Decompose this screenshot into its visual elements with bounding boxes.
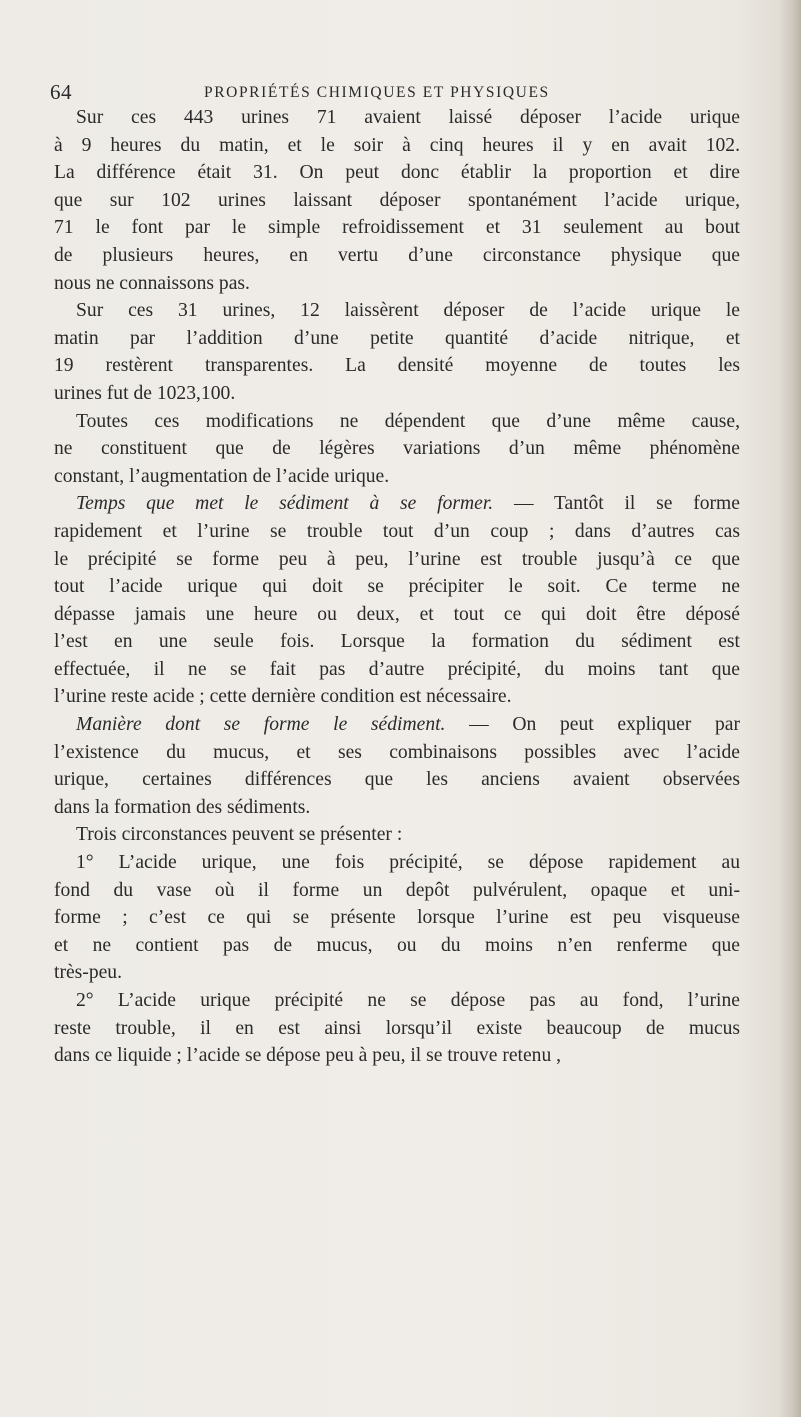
text-line — [54, 959, 740, 987]
text-line — [54, 352, 740, 380]
page-edge-shadow — [779, 0, 801, 1417]
line-text: ne constituent que de légères variations d’un même phénomène — [54, 438, 740, 460]
line-text: 2° L’acide urique précipité ne se dépose pas au fond, l’urine — [76, 990, 740, 1011]
text-line — [54, 242, 740, 270]
running-head: PROPRIÉTÉS CHIMIQUES ET PHYSIQUES — [204, 84, 550, 101]
line-text: de plusieurs heures, en vertu d’une circonstance physique que — [54, 244, 740, 266]
text-line — [54, 408, 740, 436]
line-text: Trois circonstances peuvent se présenter : — [76, 824, 403, 846]
text-line — [54, 711, 740, 739]
line-text: dans ce liquide ; l’acide se dépose peu à peu, il se trouve retenu , — [54, 1045, 562, 1067]
text-line — [54, 628, 740, 656]
line-text: urique, certaines différences que les anciens avaient observées — [54, 769, 740, 791]
line-text: reste trouble, il en est ainsi lorsqu’il existe beaucoup de mucus — [54, 1017, 740, 1039]
line-text: dépasse jamais une heure ou deux, et tout ce qui doit être déposé — [54, 603, 740, 625]
line-text: l’est en une seule fois. Lorsque la formation du sédiment est — [54, 631, 740, 653]
line-text: nous ne connaissons pas. — [54, 272, 250, 294]
line-text: — On peut expliquer par — [445, 714, 741, 736]
section-heading-italic: Temps que met le sédiment à se former. — [76, 493, 494, 515]
line-text: tout l’acide urique qui doit se précipiter le soit. Ce terme ne — [54, 576, 740, 598]
text-line — [54, 490, 740, 518]
line-text: que sur 102 urines laissant déposer spontanément l’acide urique, — [54, 189, 740, 211]
line-text: effectuée, il ne se fait pas d’autre précipité, du moins tant que — [54, 658, 740, 680]
text-line — [54, 463, 740, 491]
line-text: 19 restèrent transparentes. La densité moyenne de toutes les — [54, 355, 740, 377]
line-text: l’existence du mucus, et ses combinaisons possibles avec l’acide — [54, 741, 740, 763]
line-text: 71 le font par le simple refroidissement et 31 seulement au bout — [54, 217, 740, 239]
text-line — [54, 766, 740, 794]
line-text: à 9 heures du matin, et le soir à cinq heures il y en avait 102. — [54, 134, 740, 156]
line-text: urines fut de 1023,100. — [54, 382, 236, 404]
page-number: 64 — [50, 80, 72, 104]
text-line — [54, 518, 740, 546]
text-line — [54, 904, 740, 932]
text-line — [54, 104, 740, 132]
text-line — [54, 739, 740, 767]
line-text: l’urine reste acide ; cette dernière condition est nécessaire. — [54, 686, 512, 708]
line-text: le précipité se forme peu à peu, l’urine est trouble jusqu’à ce que — [54, 548, 740, 570]
text-line — [54, 601, 740, 629]
line-text: constant, l’augmentation de l’acide urique. — [54, 465, 390, 487]
line-text: 1° L’acide urique, une fois précipité, se dépose rapidement au — [76, 852, 740, 874]
line-text: rapidement et l’urine se trouble tout d’un coup ; dans d’autres cas — [54, 520, 740, 542]
line-text: très-peu. — [54, 962, 123, 984]
line-text: fond du vase où il forme un depôt pulvérulent, opaque et uni- — [54, 879, 740, 901]
text-line — [54, 380, 740, 408]
text-line — [54, 573, 740, 601]
text-line — [54, 1015, 740, 1043]
line-text: forme ; c’est ce qui se présente lorsque l’urine est peu visqueuse — [54, 907, 740, 929]
text-line — [54, 132, 740, 160]
text-line — [54, 1042, 740, 1070]
body-text — [54, 104, 740, 1070]
line-text: et ne contient pas de mucus, ou du moins n’en renferme que — [54, 934, 740, 956]
text-line — [54, 683, 740, 711]
text-line — [54, 877, 740, 905]
text-line — [54, 297, 740, 325]
text-line — [54, 546, 740, 574]
text-line — [54, 656, 740, 684]
text-line — [54, 325, 740, 353]
line-text: dans la formation des sédiments. — [54, 796, 311, 818]
text-line — [54, 214, 740, 242]
line-text: matin par l’addition d’une petite quantité d’acide nitrique, et — [54, 327, 740, 349]
text-line — [54, 187, 740, 215]
text-line — [54, 821, 740, 849]
text-line — [54, 159, 740, 187]
line-text: La différence était 31. On peut donc établir la proportion et dire — [54, 162, 740, 184]
line-text: Sur ces 443 urines 71 avaient laissé déposer l’acide urique — [76, 107, 740, 128]
text-line — [54, 932, 740, 960]
text-line — [54, 849, 740, 877]
text-line — [54, 794, 740, 822]
line-text: Toutes ces modifications ne dépendent que d’une même cause, — [76, 410, 740, 432]
line-text: — Tantôt il se forme — [493, 493, 740, 515]
section-heading-italic: Manière dont se forme le sédiment. — [76, 714, 446, 736]
text-line — [54, 435, 740, 463]
text-line — [54, 270, 740, 298]
line-text: Sur ces 31 urines, 12 laissèrent déposer de l’acide urique le — [76, 300, 740, 322]
text-line — [54, 987, 740, 1015]
